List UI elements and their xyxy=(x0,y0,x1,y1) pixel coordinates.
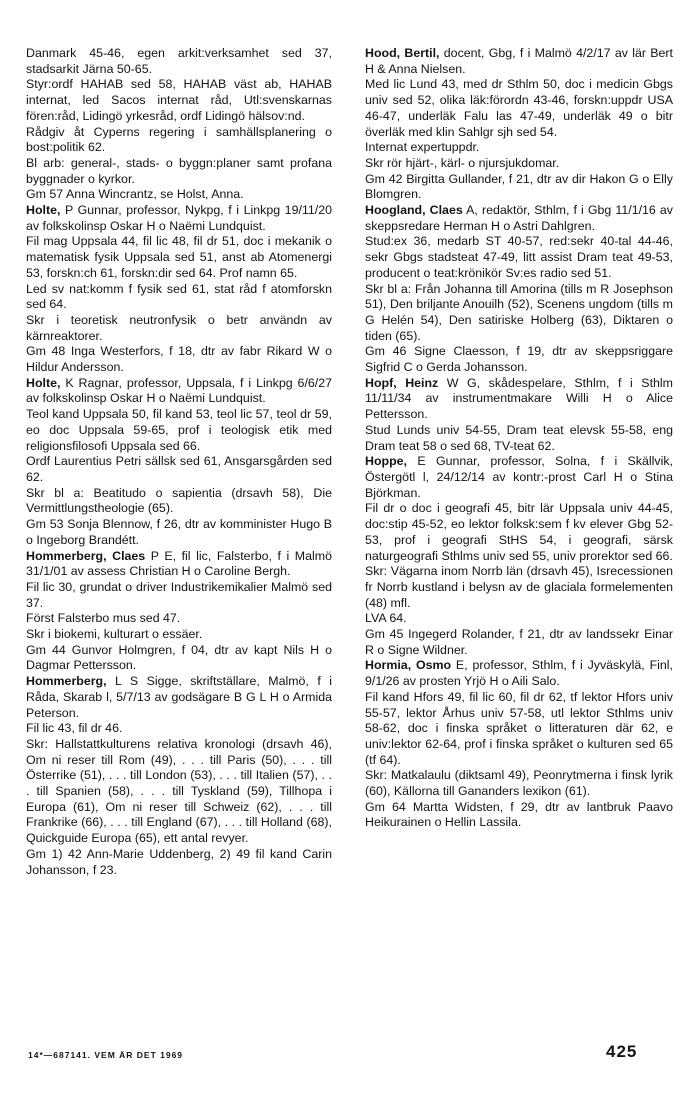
entry-name: Hommerberg, xyxy=(26,674,107,689)
entry-paragraph xyxy=(365,627,673,658)
entry-text: Fil dr o doc i geografi 45, bitr lär Uppsala univ 44-45, doc:stip 45-52, eo lektor folksk:sem f kv elever Gbg 52-53, prof i geografi StHS 54, i geografi, särsk naturgeografi Sthlms univ sed 55, univ prorektor sed 66. xyxy=(365,501,673,563)
entry-paragraph xyxy=(26,344,332,375)
entry-paragraph xyxy=(26,454,332,485)
entry-paragraph xyxy=(365,172,673,203)
biography-entry xyxy=(365,376,673,423)
entry-text: Gm 48 Inga Westerfors, f 18, dtr av fabr Rikard W o Hildur Andersson. xyxy=(26,344,332,375)
entry-paragraph xyxy=(365,611,673,627)
entry-text: L S Sigge, skriftställare, Malmö, f i Råda, Skarab l, 5/7/13 av godsägare B G L H o Armida Peterson. xyxy=(26,674,332,720)
entry-text: Internat expertuppdr. xyxy=(365,140,480,155)
entry-text: P Gunnar, professor, Nykpg, f i Linkpg 19/11/20 av folkskolinsp Oskar H o Naëmi Lundquist. xyxy=(26,203,332,233)
entry-text: Stud:ex 36, medarb ST 40-57, red:sekr 40-tal 44-46, sekr Gbgs stadsteat 47-49, litt assist Dram teat 49-53, producent o teat:krönikör Sv:es radio sed 51. xyxy=(365,234,673,280)
entry-paragraph xyxy=(26,407,332,454)
entry-name: Hoppe, xyxy=(365,454,407,469)
entry-paragraph xyxy=(365,564,673,611)
entry-paragraph xyxy=(365,140,673,156)
entry-text: Bl arb: general-, stads- o byggn:planer samt profana byggnader o kyrkor. xyxy=(26,155,332,186)
entry-text: E Gunnar, professor, Solna, f i Skällvik, Östergötl l, 24/12/14 av kontr:-prost Carl H o Stina Björkman. xyxy=(365,454,673,500)
entry-text: E, professor, Sthlm, f i Jyväskylä, Finl, 9/1/26 av prosten Yrjö H o Aili Salo. xyxy=(365,658,673,689)
entry-paragraph xyxy=(365,156,673,172)
entry-text: Gm 45 Ingegerd Rolander, f 21, dtr av landssekr Einar R o Signe Wildner. xyxy=(365,627,673,657)
biography-entry xyxy=(365,454,673,501)
entry-paragraph xyxy=(365,77,673,140)
entry-text: Gm 46 Signe Claesson, f 19, dtr av skeppsriggare Sigfrid C o Gerda Johansson. xyxy=(365,344,673,375)
entry-paragraph xyxy=(365,800,673,831)
entry-paragraph xyxy=(26,611,332,627)
entry-name: Holte, xyxy=(26,203,61,218)
entry-text: Gm 64 Martta Widsten, f 29, dtr av lantbruk Paavo Heikurainen o Hellin Lassila. xyxy=(365,799,673,830)
entry-text: Skr bl a: Beatitudo o sapientia (drsavh 58), Die Vermittlungstheologie (65). xyxy=(26,485,332,516)
entry-name: Hood, Bertil, xyxy=(365,46,440,60)
entry-text: Fil mag Uppsala 44, fil lic 48, fil dr 51, doc i mekanik o matematisk fysik Uppsala sed 51, anst ab Atomenergi 53, forskn:ch 61, forskn:dir sed 64. Prof namn 65. xyxy=(26,234,332,280)
entry-paragraph xyxy=(26,486,332,517)
entry-text: Led sv nat:komm f fysik sed 61, stat råd f atomforskn sed 64. xyxy=(26,281,332,312)
entry-paragraph xyxy=(365,344,673,375)
entry-text: Danmark 45-46, egen arkit:verksamhet sed 37, stadsarkit Järna 50-65. xyxy=(26,46,332,76)
entry-paragraph xyxy=(365,423,673,454)
entry-text: Gm 1) 42 Ann-Marie Uddenberg, 2) 49 fil kand Carin Johansson, f 23. xyxy=(26,846,332,877)
entry-paragraph xyxy=(365,768,673,799)
entry-paragraph xyxy=(365,690,673,769)
entry-paragraph xyxy=(26,46,332,77)
entry-paragraph xyxy=(26,627,332,643)
biography-entry xyxy=(26,203,332,234)
entry-name: Hommerberg, Claes xyxy=(26,548,146,563)
entry-paragraph xyxy=(26,77,332,124)
entry-paragraph xyxy=(26,125,332,156)
entry-name: Hormia, Osmo xyxy=(365,658,452,673)
entry-text: Skr i teoretisk neutronfysik o betr användn av kärnreaktorer. xyxy=(26,312,332,343)
entry-text: Rådgiv åt Cyperns regering i samhällsplanering o bost:politik 62. xyxy=(26,124,332,155)
left-column xyxy=(26,46,332,878)
entry-paragraph xyxy=(365,282,673,345)
entry-text: Gm 44 Gunvor Holmgren, f 04, dtr av kapt Nils H o Dagmar Pettersson. xyxy=(26,642,332,673)
entry-paragraph xyxy=(26,737,332,847)
entry-name: Hoogland, Claes xyxy=(365,203,463,218)
print-code: 14*—687141. VEM ÄR DET 1969 xyxy=(28,1050,184,1060)
entry-text: Skr: Matkalaulu (diktsaml 49), Peonrytmerna i finsk lyrik (60), Källorna till Gananders lexikon (61). xyxy=(365,768,673,799)
entry-name: Holte, xyxy=(26,375,61,390)
entry-text: Fil lic 30, grundat o driver Industrikemikalier Malmö sed 37. xyxy=(26,579,332,610)
entry-text: Skr bl a: Från Johanna till Amorina (tills m R Josephson 51), Den briljante Anouilh (52), Scenens ungdom (tills m G Helén 54), Den satiriske Holberg (63), Diktaren o tiden (65). xyxy=(365,281,673,343)
entry-text: A, redaktör, Sthlm, f i Gbg 11/1/16 av skeppsredare Herman H o Astri Dahlgren. xyxy=(365,203,673,233)
entry-text: Gm 53 Sonja Blennow, f 26, dtr av komminister Hugo B o Ingeborg Brandétt. xyxy=(26,517,332,547)
entry-text: K Ragnar, professor, Uppsala, f i Linkpg 6/6/27 av folkskolinsp Oskar H o Naëmi Lundquist. xyxy=(26,375,332,406)
entry-text: Fil kand Hfors 49, fil lic 60, fil dr 62, tf lektor Hfors univ 55-57, lektor Århus univ 57-58, utl lektor Sthlms univ 58-62, doc i finska språket o litteraturen där 62, e univ:lektor 62-64, prof i finska språket o kulturen sed 65 (tf 64). xyxy=(365,689,673,767)
entry-text: Skr: Vägarna inom Norrb län (drsavh 45), Isrecessionen fr Norrb kustland i belysn av de glaciala formelementen (48) mfl. xyxy=(365,564,673,610)
entry-text: Med lic Lund 43, med dr Sthlm 50, doc i medicin Gbgs univ sed 52, olika läk:förordn 43-46, forskn:uppdr USA 46-47, underläk Falu las 47-49, underläk 49 o bitr överläk med klin Sahlgr sjh sed 54. xyxy=(365,77,673,139)
entry-text: W G, skådespelare, Sthlm, f i Sthlm 11/11/34 av instrumentmakare Willi H o Alice Pettersson. xyxy=(365,375,673,422)
entry-paragraph xyxy=(26,847,332,878)
entry-paragraph xyxy=(26,156,332,187)
biography-entry xyxy=(365,203,673,234)
entry-text: Först Falsterbo mus sed 47. xyxy=(26,611,181,626)
entry-paragraph xyxy=(26,234,332,281)
entry-text: LVA 64. xyxy=(365,611,407,626)
biography-entry xyxy=(26,376,332,407)
entry-text: Skr rör hjärt-, kärl- o njursjukdomar. xyxy=(365,155,560,170)
entry-paragraph xyxy=(26,721,332,737)
entry-paragraph xyxy=(26,282,332,313)
entry-paragraph xyxy=(26,643,332,674)
right-column xyxy=(365,46,673,831)
entry-paragraph xyxy=(26,517,332,548)
entry-text: Styr:ordf HAHAB sed 58, HAHAB väst ab, HAHAB internat, led Sacos internat råd, Utl:svenskarnas fören:råd, Lidingö yrkesråd, ordf Lidingö hälsov:nd. xyxy=(26,77,332,123)
entry-text: Skr i biokemi, kulturart o essäer. xyxy=(26,627,203,642)
entry-text: docent, Gbg, f i Malmö 4/2/17 av lär Bert H & Anna Nielsen. xyxy=(365,46,673,76)
entry-paragraph xyxy=(26,187,332,203)
page-number: 425 xyxy=(606,1042,638,1061)
biography-entry xyxy=(365,46,673,77)
entry-text: Teol kand Uppsala 50, fil kand 53, teol lic 57, teol dr 59, eo doc Uppsala 59-65, prof i teologisk etik med religionsfilosofi Uppsala sed 66. xyxy=(26,407,332,453)
entry-text: P E, fil lic, Falsterbo, f i Malmö 31/1/01 av assess Christian H o Caroline Bergh. xyxy=(26,548,332,579)
entry-text: Ordf Laurentius Petri sällsk sed 61, Ansgarsgården sed 62. xyxy=(26,454,332,484)
entry-paragraph xyxy=(365,234,673,281)
biography-entry xyxy=(365,658,673,689)
entry-text: Stud Lunds univ 54-55, Dram teat elevsk 55-58, eng Dram teat 58 o sed 68, TV-teat 62. xyxy=(365,422,673,453)
entry-paragraph xyxy=(365,501,673,564)
biography-entry xyxy=(26,674,332,721)
entry-text: Gm 42 Birgitta Gullander, f 21, dtr av dir Hakon G o Elly Blomgren. xyxy=(365,171,673,202)
biography-entry xyxy=(26,549,332,580)
entry-paragraph xyxy=(26,580,332,611)
entry-name: Hopf, Heinz xyxy=(365,375,439,390)
entry-text: Skr: Hallstattkulturens relativa kronologi (drsavh 46), Om ni reser till Rom (49), . . . till Paris (50), . . . till Österrike (51), . . . till London (53), . . . till Italien (57), . . . till Spanien (58), . . . till Tyskland (59), Tillhopa i Europa (61), Om ni reser till Schweiz (62), . . . till Frankrike (66), . . . till England (67), . . . till Holland (68), Quickguide Europa (65), ett antal revyer. xyxy=(26,736,332,846)
entry-text: Fil lic 43, fil dr 46. xyxy=(26,721,123,736)
entry-text: Gm 57 Anna Wincrantz, se Holst, Anna. xyxy=(26,187,244,202)
entry-paragraph xyxy=(26,313,332,344)
